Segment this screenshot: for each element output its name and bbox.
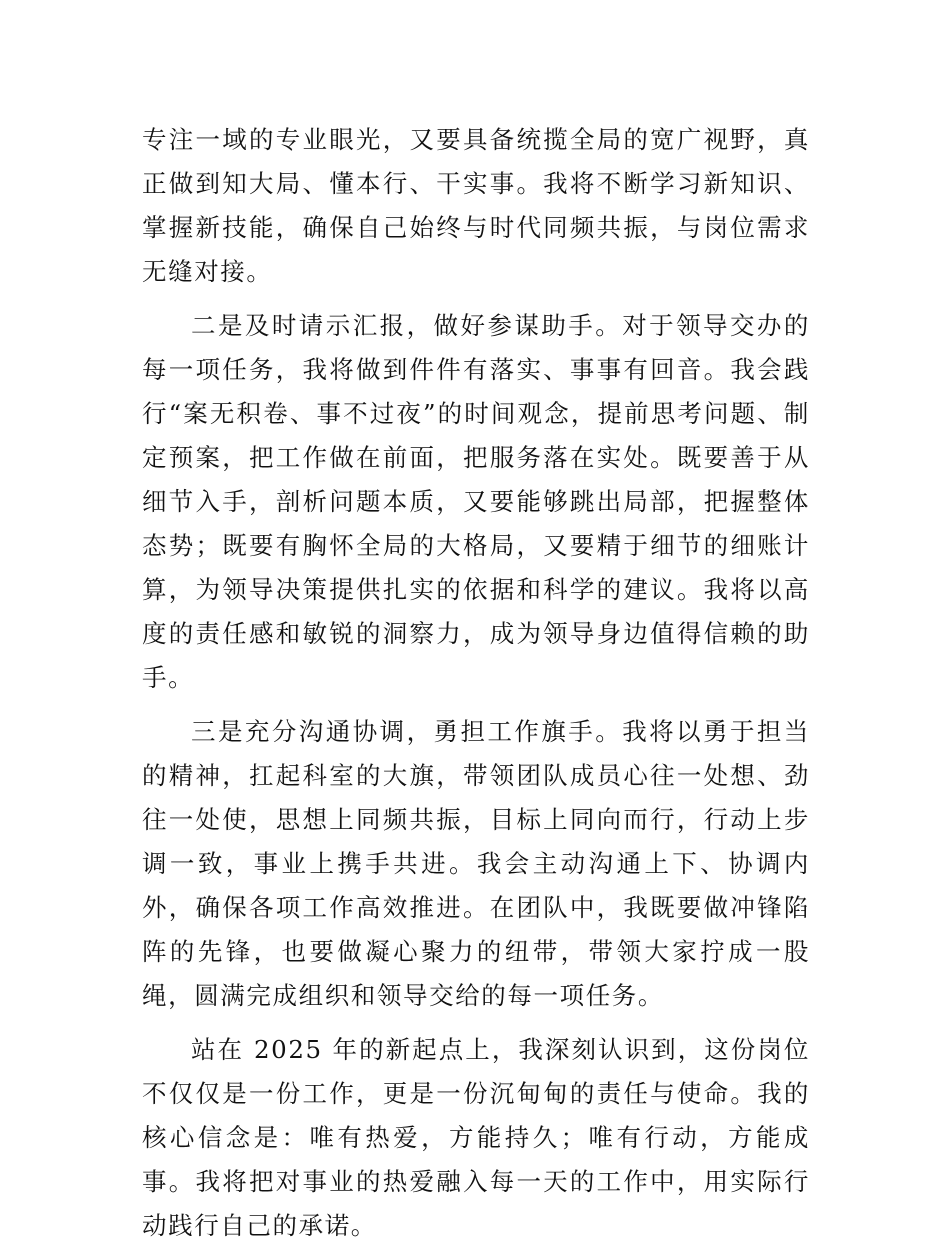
document-body	[142, 118, 810, 1258]
paragraph-continuation: 专注一域的专业眼光，又要具备统揽全局的宽广视野，真正做到知大局、懂本行、干实事。我将不断学习新知识、掌握新技能，确保自己始终与时代同频共振，与岗位需求无缝对接。	[142, 125, 810, 286]
paragraph-conclusion: 站在 2025 年的新起点上，我深刻认识到，这份岗位不仅仅是一份工作，更是一份沉甸甸的责任与使命。我的核心信念是：唯有热爱，方能持久；唯有行动，方能成事。我将把对事业的热爱融入每一天的工作中，用实际行动践行自己的承诺。	[142, 1035, 810, 1240]
paragraph-second-point: 二是及时请示汇报，做好参谋助手。对于领导交办的每一项任务，我将做到件件有落实、事事有回音。我会践行“案无积卷、事不过夜”的时间观念，提前思考问题、制定预案，把工作做在前面，把服务落在实处。既要善于从细节入手，剖析问题本质，又要能够跳出局部，把握整体态势；既要有胸怀全局的大格局，又要精于细节的细账计算，为领导决策提供扎实的依据和科学的建议。我将以高度的责任感和敏锐的洞察力，成为领导身边值得信赖的助手。	[142, 311, 810, 692]
paragraph-third-point: 三是充分沟通协调，勇担工作旗手。我将以勇于担当的精神，扛起科室的大旗，带领团队成员心往一处想、劲往一处使，思想上同频共振，目标上同向而行，行动上步调一致，事业上携手共进。我会主动沟通上下、协调内外，确保各项工作高效推进。在团队中，我既要做冲锋陷阵的先锋，也要做凝心聚力的纽带，带领大家拧成一股绳，圆满完成组织和领导交给的每一项任务。	[142, 717, 810, 1010]
